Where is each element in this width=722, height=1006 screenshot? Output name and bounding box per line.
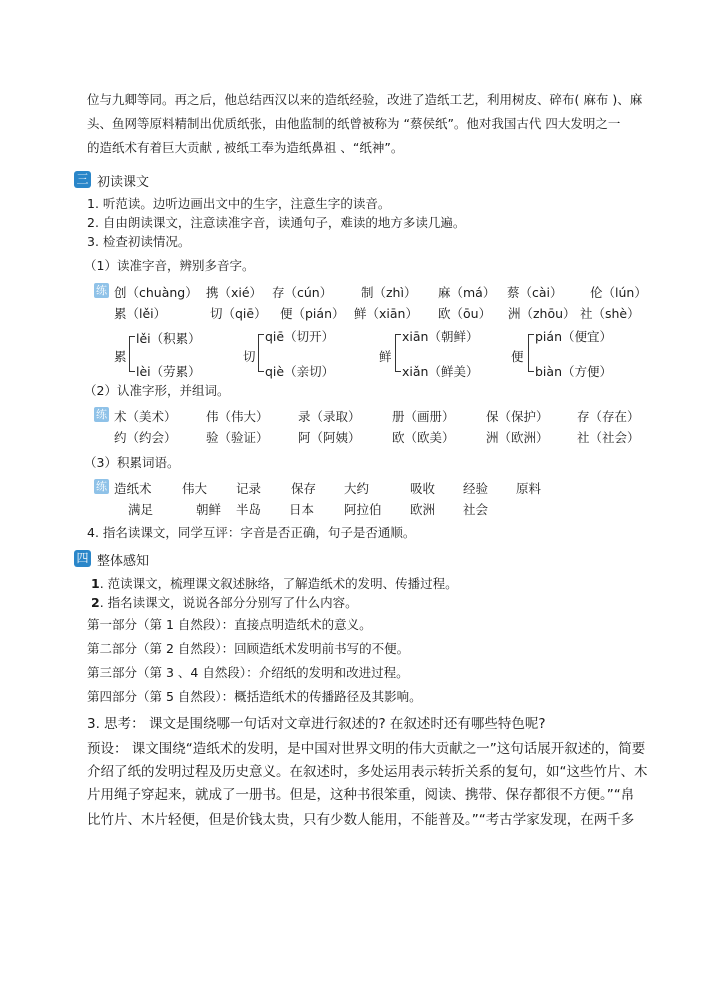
pinyin-item: 便（pián） (280, 306, 345, 321)
vocab-item: 保存 (291, 481, 317, 496)
polyphone-reading: qiè（亲切） (265, 364, 335, 379)
polyphone-char: 便 (511, 349, 524, 364)
polyphone-char: 切 (243, 349, 256, 364)
item-number: 2 (91, 595, 100, 610)
intro-line-1: 位与九卿等同。再之后，他总结西汉以来的造纸经验，改进了造纸工艺，利用树皮、碎布( 麻布 )、麻 (87, 92, 643, 107)
answer-line: 介绍了纸的发明过程及历史意义。在叙述时，多处运用表示转折关系的复句，如“这些竹片、木 (87, 764, 648, 780)
section-four-item-1 (91, 574, 458, 592)
vocab-item: 社会 (463, 502, 489, 517)
item-number: 1 (91, 576, 100, 591)
word-item: 伟（伟大） (206, 409, 269, 424)
vocab-item: 日本 (289, 502, 315, 517)
pinyin-item: 洲（zhōu） (508, 306, 576, 321)
vocab-item: 半岛 (236, 502, 262, 517)
polyphone-reading: biàn（方便） (535, 364, 612, 379)
section-four-badge: 四 (74, 550, 91, 567)
vocab-item: 满足 (128, 502, 154, 517)
section-three-title: 初读课文 (97, 175, 150, 190)
vocab-item: 原料 (516, 481, 542, 496)
pinyin-item: 鲜（xiān） (354, 306, 418, 321)
word-item: 术（美术） (114, 409, 177, 424)
sub-heading-pronunciation: （1）读准字音，辨别多音字。 (84, 258, 255, 273)
word-item: 阿（阿姨） (298, 430, 361, 445)
vocab-item: 记录 (236, 481, 262, 496)
pinyin-item: 累（lěi） (114, 306, 167, 321)
section-four-item-2 (91, 593, 358, 611)
polyphone-reading: lěi（积累） (136, 331, 201, 346)
part-description: 第二部分（第 2 自然段）：回顾造纸术发明前书写的不便。 (87, 641, 410, 656)
pinyin-item: 创（chuàng） (114, 285, 198, 300)
sub-heading-glyph: （2）认准字形，并组词。 (84, 383, 230, 398)
word-item: 保（保护） (486, 409, 549, 424)
polyphone-reading: pián（便宜） (535, 329, 612, 344)
pinyin-item: 社（shè） (580, 306, 640, 321)
answer-line: 比竹片、木片轻便，但是价钱太贵，只有少数人能用，不能普及。”“考古学家发现，在两千多 (87, 812, 635, 828)
brace (528, 334, 534, 372)
part-description: 第一部分（第 1 自然段）：直接点明造纸术的意义。 (87, 617, 372, 632)
pinyin-item: 欧（ōu） (438, 306, 492, 321)
word-item: 册（画册） (392, 409, 455, 424)
section-three-item-2: 2. 自由朗读课文，注意读准字音，读通句子，难读的地方多读几遍。 (87, 215, 466, 230)
section-three-item-4: 4. 指名读课文，同学互评：字音是否正确，句子是否通顺。 (87, 525, 416, 540)
sub-heading-vocab: （3）积累词语。 (84, 455, 180, 470)
polyphone-char: 鲜 (379, 349, 392, 364)
pinyin-item: 携（xié） (206, 285, 263, 300)
item-text: . 指名读课文，说说各部分分别写了什么内容。 (99, 595, 358, 610)
practice-icon: 练 (96, 480, 107, 493)
word-item: 约（约会） (114, 430, 177, 445)
brace (258, 334, 264, 372)
brace (395, 334, 401, 372)
vocab-item: 大约 (344, 481, 370, 496)
polyphone-reading: lèi（劳累） (136, 364, 201, 379)
brace (129, 336, 135, 372)
part-description: 第四部分（第 5 自然段）：概括造纸术的传播路径及其影响。 (87, 689, 422, 704)
pinyin-item: 制（zhì） (361, 285, 417, 300)
word-item: 欧（欧美） (392, 430, 455, 445)
section-four-title: 整体感知 (97, 554, 150, 569)
section-three-item-3: 3. 检查初读情况。 (87, 234, 191, 249)
pinyin-item: 存（cún） (272, 285, 333, 300)
vocab-item: 伟大 (182, 481, 208, 496)
item-text: . 范读课文，梳理课文叙述脉络，了解造纸术的发明、传播过程。 (99, 576, 458, 591)
intro-line-2: 头、鱼网等原料精制出优质纸张，由他监制的纸曾被称为 “蔡侯纸”。他对我国古代 四大发明之一 (87, 116, 621, 131)
answer-line: 片用绳子穿起来，就成了一册书。但是，这种书很笨重，阅读、携带、保存都很不方便。”“帛 (87, 787, 635, 803)
vocab-item: 造纸术 (114, 481, 152, 496)
word-item: 存（存在） (577, 409, 640, 424)
polyphone-reading: xiān（朝鲜） (402, 329, 479, 344)
pinyin-item: 切（qiē） (210, 306, 267, 321)
polyphone-reading: xiǎn（鲜美） (402, 364, 479, 379)
section-three-item-1: 1. 听范读。边听边画出文中的生字，注意生字的读音。 (87, 196, 391, 211)
practice-icon: 练 (96, 284, 107, 297)
pinyin-item: 麻（má） (438, 285, 496, 300)
word-item: 洲（欧洲） (486, 430, 549, 445)
vocab-item: 朝鲜 (196, 502, 222, 517)
pinyin-item: 伦（lún） (590, 285, 647, 300)
word-item: 社（社会） (577, 430, 640, 445)
practice-icon: 练 (96, 408, 107, 421)
answer-line: 预设： 课文围绕“造纸术的发明，是中国对世界文明的伟大贡献之一”这句话展开叙述的，简要 (87, 741, 646, 757)
polyphone-char: 累 (114, 349, 127, 364)
section-three-badge: 三 (74, 171, 91, 188)
vocab-item: 经验 (463, 481, 489, 496)
vocab-item: 吸收 (410, 481, 436, 496)
intro-line-3: 的造纸术有着巨大贡献 , 被纸工奉为造纸鼻祖 、“纸神”。 (87, 140, 404, 155)
part-description: 第三部分（第 3 、4 自然段）：介绍纸的发明和改进过程。 (87, 665, 409, 680)
word-item: 录（录取） (298, 409, 361, 424)
word-item: 验（验证） (206, 430, 269, 445)
pinyin-item: 蔡（cài） (507, 285, 563, 300)
vocab-item: 阿拉伯 (344, 502, 382, 517)
vocab-item: 欧洲 (410, 502, 436, 517)
think-question: 3. 思考： 课文是围绕哪一句话对文章进行叙述的? 在叙述时还有哪些特色呢? (87, 716, 546, 732)
polyphone-reading: qiē（切开） (265, 329, 335, 344)
